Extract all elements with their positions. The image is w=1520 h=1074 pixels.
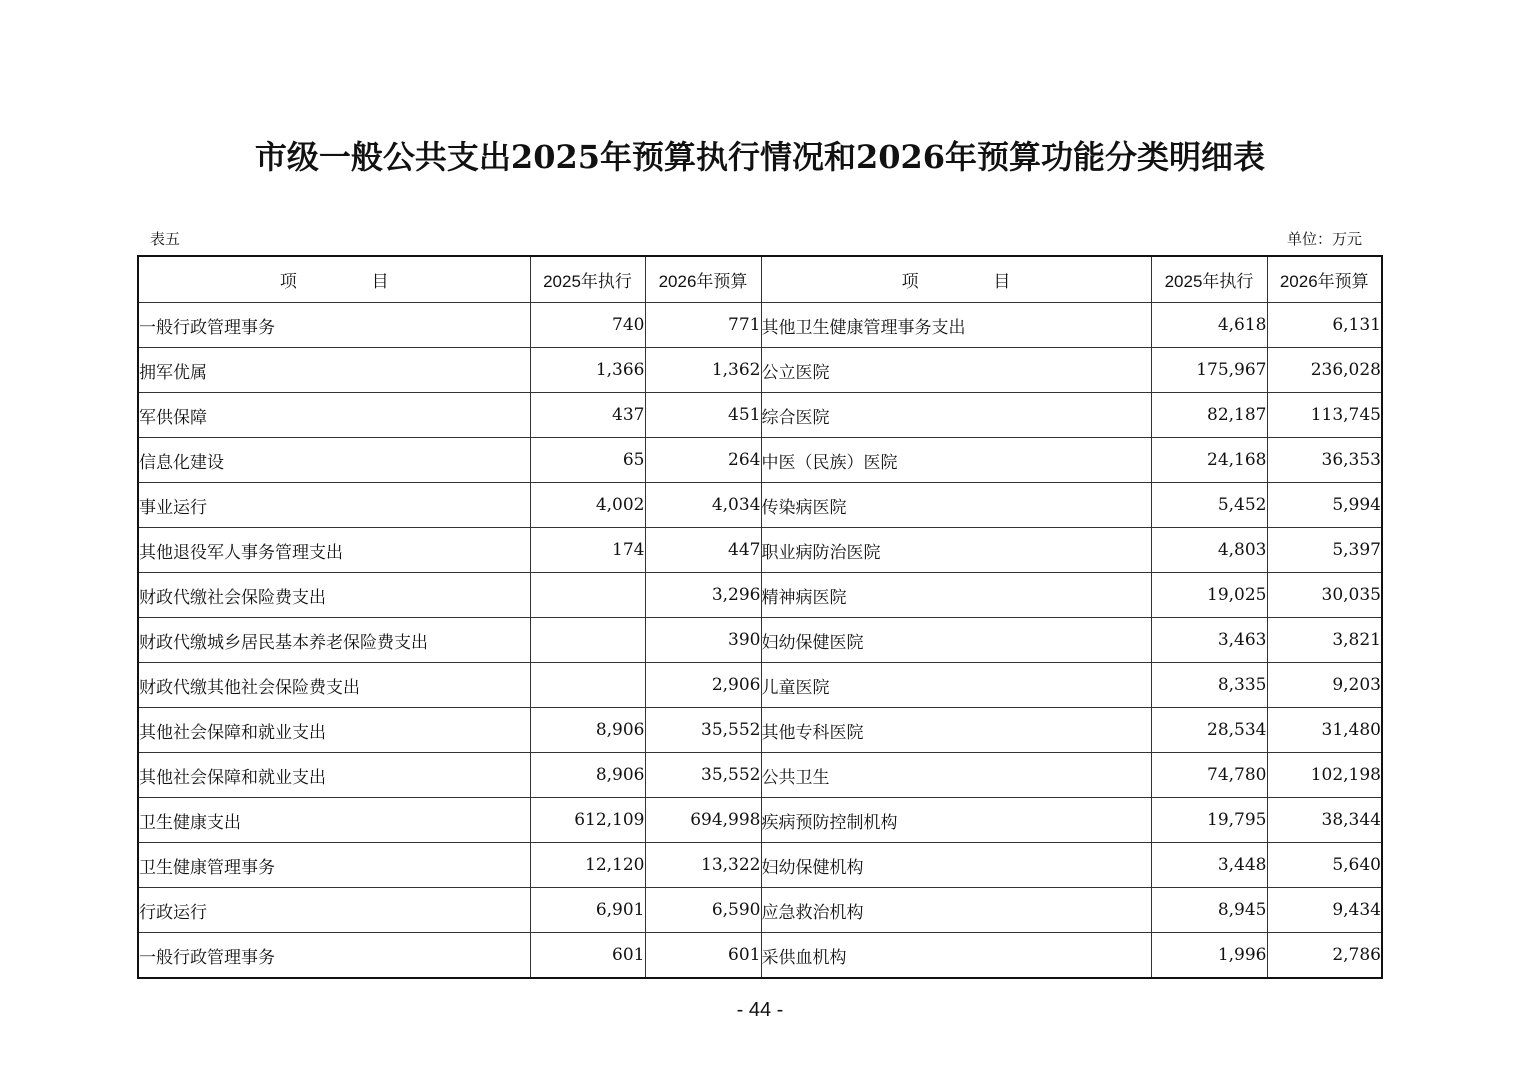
- budget-2026-value-right: 5,640: [1267, 843, 1382, 888]
- budget-2026-value-left: 6,590: [645, 888, 761, 933]
- item-name-right: 疾病预防控制机构: [761, 798, 1151, 843]
- item-name-right: 其他卫生健康管理事务支出: [761, 303, 1151, 348]
- item-name-left: 财政代缴其他社会保险费支出: [138, 663, 530, 708]
- budget-2026-value-right: 30,035: [1267, 573, 1382, 618]
- exec-2025-value-right: 1,996: [1151, 933, 1267, 979]
- budget-2026-value-right: 31,480: [1267, 708, 1382, 753]
- item-name-right: 妇幼保健机构: [761, 843, 1151, 888]
- budget-table: [137, 255, 1383, 979]
- budget-2026-value-right: 5,397: [1267, 528, 1382, 573]
- exec-2025-value-right: 3,448: [1151, 843, 1267, 888]
- item-name-right: 公立医院: [761, 348, 1151, 393]
- budget-2026-value-left: 451: [645, 393, 761, 438]
- exec-2025-value-right: 8,335: [1151, 663, 1267, 708]
- budget-2026-value-left: 390: [645, 618, 761, 663]
- budget-2026-value-right: 9,434: [1267, 888, 1382, 933]
- item-name-right: 采供血机构: [761, 933, 1151, 979]
- table-row: [138, 888, 1382, 933]
- budget-2026-value-right: 38,344: [1267, 798, 1382, 843]
- budget-2026-value-left: 35,552: [645, 708, 761, 753]
- item-name-left: 军供保障: [138, 393, 530, 438]
- item-name-left: 其他退役军人事务管理支出: [138, 528, 530, 573]
- exec-2025-value-left: 601: [530, 933, 645, 979]
- budget-2026-value-left: 35,552: [645, 753, 761, 798]
- table-row: [138, 483, 1382, 528]
- item-name-left: 信息化建设: [138, 438, 530, 483]
- exec-2025-value-left: 12,120: [530, 843, 645, 888]
- table-row: [138, 303, 1382, 348]
- exec-2025-value-left: [530, 573, 645, 618]
- budget-2026-value-left: 601: [645, 933, 761, 979]
- header-item-right: 项 目: [761, 256, 1151, 303]
- budget-2026-value-left: 2,906: [645, 663, 761, 708]
- exec-2025-value-right: 3,463: [1151, 618, 1267, 663]
- exec-2025-value-right: 74,780: [1151, 753, 1267, 798]
- header-budget-2026-right: 2026年预算: [1267, 256, 1382, 303]
- page-number: - 44 -: [736, 999, 784, 1021]
- item-name-left: 拥军优属: [138, 348, 530, 393]
- budget-2026-value-right: 113,745: [1267, 393, 1382, 438]
- exec-2025-value-left: 1,366: [530, 348, 645, 393]
- exec-2025-value-right: 4,618: [1151, 303, 1267, 348]
- budget-2026-value-left: 3,296: [645, 573, 761, 618]
- budget-2026-value-right: 6,131: [1267, 303, 1382, 348]
- item-name-left: 一般行政管理事务: [138, 303, 530, 348]
- budget-2026-value-right: 102,198: [1267, 753, 1382, 798]
- exec-2025-value-left: 6,901: [530, 888, 645, 933]
- item-name-right: 中医（民族）医院: [761, 438, 1151, 483]
- exec-2025-value-left: 4,002: [530, 483, 645, 528]
- page-title: 市级一般公共支出2025年预算执行情况和2026年预算功能分类明细表: [254, 138, 1266, 176]
- exec-2025-value-left: 740: [530, 303, 645, 348]
- exec-2025-value-left: [530, 618, 645, 663]
- exec-2025-value-right: 19,795: [1151, 798, 1267, 843]
- unit-label: 单位：万元: [1286, 230, 1362, 248]
- item-name-right: 妇幼保健医院: [761, 618, 1151, 663]
- item-name-right: 传染病医院: [761, 483, 1151, 528]
- budget-2026-value-right: 36,353: [1267, 438, 1382, 483]
- table-body: [138, 303, 1382, 979]
- item-name-right: 综合医院: [761, 393, 1151, 438]
- budget-2026-value-left: 694,998: [645, 798, 761, 843]
- item-name-left: 财政代缴城乡居民基本养老保险费支出: [138, 618, 530, 663]
- exec-2025-value-left: 8,906: [530, 708, 645, 753]
- exec-2025-value-right: 82,187: [1151, 393, 1267, 438]
- item-name-left: 其他社会保障和就业支出: [138, 753, 530, 798]
- exec-2025-value-right: 175,967: [1151, 348, 1267, 393]
- budget-2026-value-right: 9,203: [1267, 663, 1382, 708]
- exec-2025-value-left: 174: [530, 528, 645, 573]
- item-name-right: 公共卫生: [761, 753, 1151, 798]
- table-row: [138, 663, 1382, 708]
- table-row: [138, 798, 1382, 843]
- budget-2026-value-left: 447: [645, 528, 761, 573]
- exec-2025-value-right: 24,168: [1151, 438, 1267, 483]
- item-name-left: 财政代缴社会保险费支出: [138, 573, 530, 618]
- item-name-left: 卫生健康支出: [138, 798, 530, 843]
- exec-2025-value-left: [530, 663, 645, 708]
- item-name-right: 精神病医院: [761, 573, 1151, 618]
- budget-2026-value-right: 236,028: [1267, 348, 1382, 393]
- exec-2025-value-right: 5,452: [1151, 483, 1267, 528]
- exec-2025-value-right: 19,025: [1151, 573, 1267, 618]
- exec-2025-value-left: 437: [530, 393, 645, 438]
- exec-2025-value-right: 8,945: [1151, 888, 1267, 933]
- budget-2026-value-left: 771: [645, 303, 761, 348]
- table-row: [138, 393, 1382, 438]
- table-row: [138, 348, 1382, 393]
- table-row: [138, 618, 1382, 663]
- header-exec-2025-right: 2025年执行: [1151, 256, 1267, 303]
- exec-2025-value-left: 612,109: [530, 798, 645, 843]
- table-row: [138, 933, 1382, 979]
- table-row: [138, 753, 1382, 798]
- table-row: [138, 708, 1382, 753]
- budget-2026-value-right: 5,994: [1267, 483, 1382, 528]
- table-row: [138, 438, 1382, 483]
- header-exec-2025-left: 2025年执行: [530, 256, 645, 303]
- table-header-row: [138, 256, 1382, 303]
- item-name-right: 儿童医院: [761, 663, 1151, 708]
- budget-2026-value-left: 4,034: [645, 483, 761, 528]
- table-row: [138, 528, 1382, 573]
- budget-2026-value-right: 3,821: [1267, 618, 1382, 663]
- header-budget-2026-left: 2026年预算: [645, 256, 761, 303]
- item-name-right: 应急救治机构: [761, 888, 1151, 933]
- item-name-left: 其他社会保障和就业支出: [138, 708, 530, 753]
- item-name-left: 一般行政管理事务: [138, 933, 530, 979]
- exec-2025-value-left: 65: [530, 438, 645, 483]
- budget-2026-value-left: 13,322: [645, 843, 761, 888]
- header-item-left: 项 目: [138, 256, 530, 303]
- budget-2026-value-right: 2,786: [1267, 933, 1382, 979]
- item-name-left: 行政运行: [138, 888, 530, 933]
- exec-2025-value-right: 4,803: [1151, 528, 1267, 573]
- table-row: [138, 573, 1382, 618]
- item-name-left: 卫生健康管理事务: [138, 843, 530, 888]
- item-name-right: 职业病防治医院: [761, 528, 1151, 573]
- exec-2025-value-left: 8,906: [530, 753, 645, 798]
- exec-2025-value-right: 28,534: [1151, 708, 1267, 753]
- budget-2026-value-left: 264: [645, 438, 761, 483]
- table-row: [138, 843, 1382, 888]
- table-label: 表五: [150, 230, 181, 248]
- budget-2026-value-left: 1,362: [645, 348, 761, 393]
- item-name-right: 其他专科医院: [761, 708, 1151, 753]
- item-name-left: 事业运行: [138, 483, 530, 528]
